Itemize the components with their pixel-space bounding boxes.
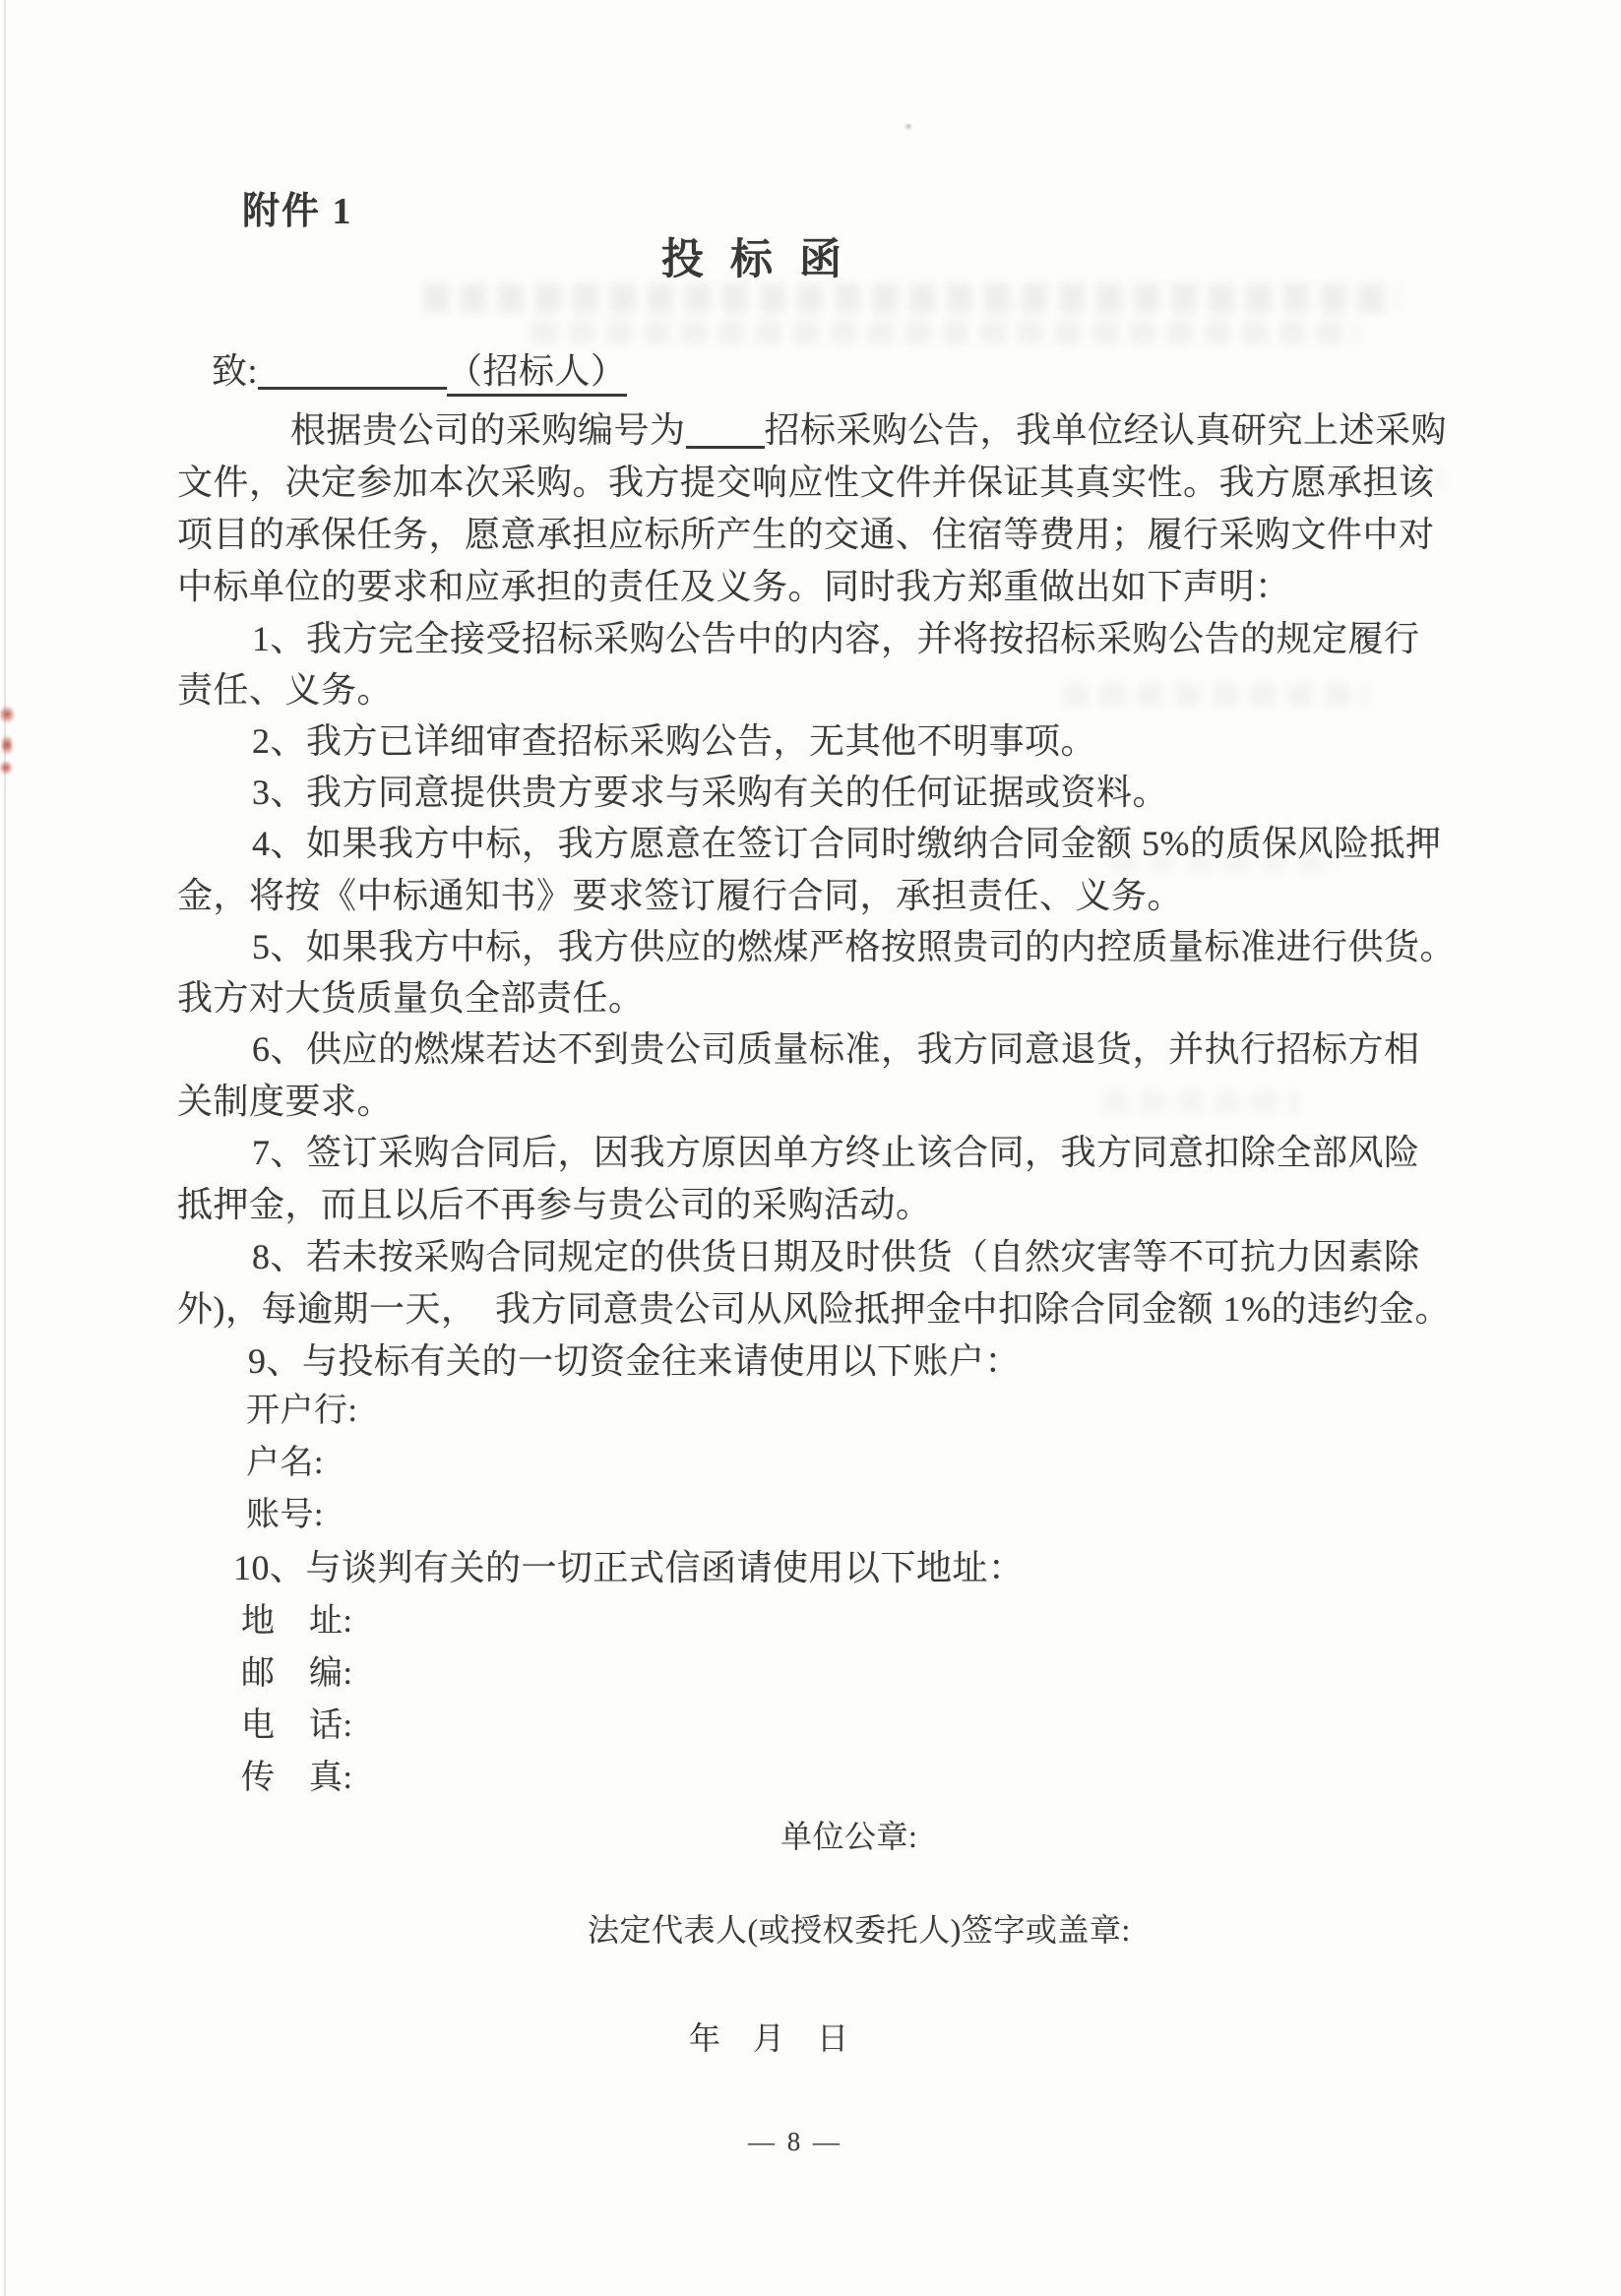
date-line: 年 月 日 — [689, 2020, 849, 2056]
declaration-2-line-1: 2、我方已详细审查招标采购公告，无其他不明事项。 — [252, 721, 1097, 761]
intro-line-1-before-blank: 根据贵公司的采购编号为 — [290, 410, 686, 450]
intro-line-1-after-blank: 招标采购公告，我单位经认真研究上述采购 — [764, 410, 1448, 450]
account-name-label: 户名: — [246, 1445, 324, 1481]
phone-label: 电 话: — [241, 1707, 353, 1744]
recipient-blank-field — [258, 387, 447, 390]
declaration-5-line-2: 我方对大货质量负全部责任。 — [177, 978, 645, 1018]
postcode-label: 邮 编: — [241, 1655, 353, 1692]
attachment-label: 附件 1 — [242, 191, 353, 232]
legal-representative-signature-label: 法定代表人(或授权委托人)签字或盖章: — [588, 1912, 1131, 1948]
declaration-1-line-2: 责任、义务。 — [177, 670, 394, 710]
declaration-8-line-2: 外)，每逾期一天， 我方同意贵公司从风险抵押金中扣除合同金额 1%的违约金。 — [177, 1289, 1451, 1329]
bleedthrough-artifact — [1102, 1090, 1299, 1114]
red-ink-speck — [0, 705, 14, 724]
bank-branch-label: 开户行: — [246, 1393, 358, 1429]
fax-label: 传 真: — [241, 1760, 353, 1796]
red-ink-speck — [0, 760, 12, 776]
intro-line-2: 文件，决定参加本次采购。我方提交响应性文件并保证其真实性。我方愿承担该 — [177, 463, 1435, 502]
declaration-4-line-2: 金，将按《中标通知书》要求签订履行合同，承担责任、义务。 — [177, 876, 1184, 915]
account-number-label: 账号: — [246, 1497, 324, 1533]
declaration-7-line-2: 抵押金，而且以后不再参与贵公司的采购活动。 — [177, 1185, 932, 1224]
salutation-to-label: 致: — [212, 351, 259, 391]
page-number: — 8 — — [748, 2127, 842, 2156]
bleedthrough-artifact — [423, 283, 1398, 313]
intro-line-1 — [290, 408, 1447, 453]
declaration-7-line-1: 7、签订采购合同后，因我方原因单方终止该合同，我方同意扣除全部风险 — [252, 1133, 1420, 1172]
declaration-6-line-1: 6、供应的燃煤若达不到贵公司质量标准，我方同意退货，并执行招标方相 — [252, 1029, 1420, 1069]
declaration-5-line-1: 5、如果我方中标，我方供应的燃煤严格按照贵司的内控质量标准进行供货。 — [252, 927, 1457, 966]
procurement-number-blank-field — [686, 446, 765, 449]
declaration-3-line-1: 3、我方同意提供贵方要求与采购有关的任何证据或资料。 — [252, 773, 1169, 812]
red-ink-speck — [2, 732, 12, 758]
declaration-1-line-1: 1、我方完全接受招标采购公告中的内容，并将按招标采购公告的规定履行 — [252, 619, 1420, 658]
declaration-4-line-1: 4、如果我方中标，我方愿意在签订合同时缴纳合同金额 5%的质保风险抵押 — [252, 824, 1442, 863]
company-seal-label: 单位公章: — [780, 1819, 918, 1854]
bleedthrough-artifact — [1063, 683, 1368, 707]
declaration-9-line-1: 9、与投标有关的一切资金往来请使用以下账户： — [248, 1341, 1022, 1381]
intro-line-3: 项目的承保任务，愿意承担应标所产生的交通、住宿等费用；履行采购文件中对 — [177, 515, 1435, 554]
declaration-6-line-2: 关制度要求。 — [177, 1082, 394, 1121]
scan-edge-line — [4, 0, 6, 2296]
bleedthrough-artifact — [531, 321, 1358, 344]
address-label: 地 址: — [241, 1603, 353, 1640]
scan-dust-speck — [905, 124, 911, 129]
salutation-line — [212, 349, 627, 394]
document-title: 投标函 — [661, 237, 868, 283]
recipient-hint: （招标人） — [447, 351, 627, 397]
declaration-8-line-1: 8、若未按采购合同规定的供货日期及时供货（自然灾害等不可抗力因素除 — [252, 1237, 1420, 1276]
declaration-10-line-1: 10、与谈判有关的一切正式信函请使用以下地址： — [233, 1548, 1025, 1587]
intro-line-4: 中标单位的要求和应承担的责任及义务。同时我方郑重做出如下声明： — [177, 567, 1291, 606]
